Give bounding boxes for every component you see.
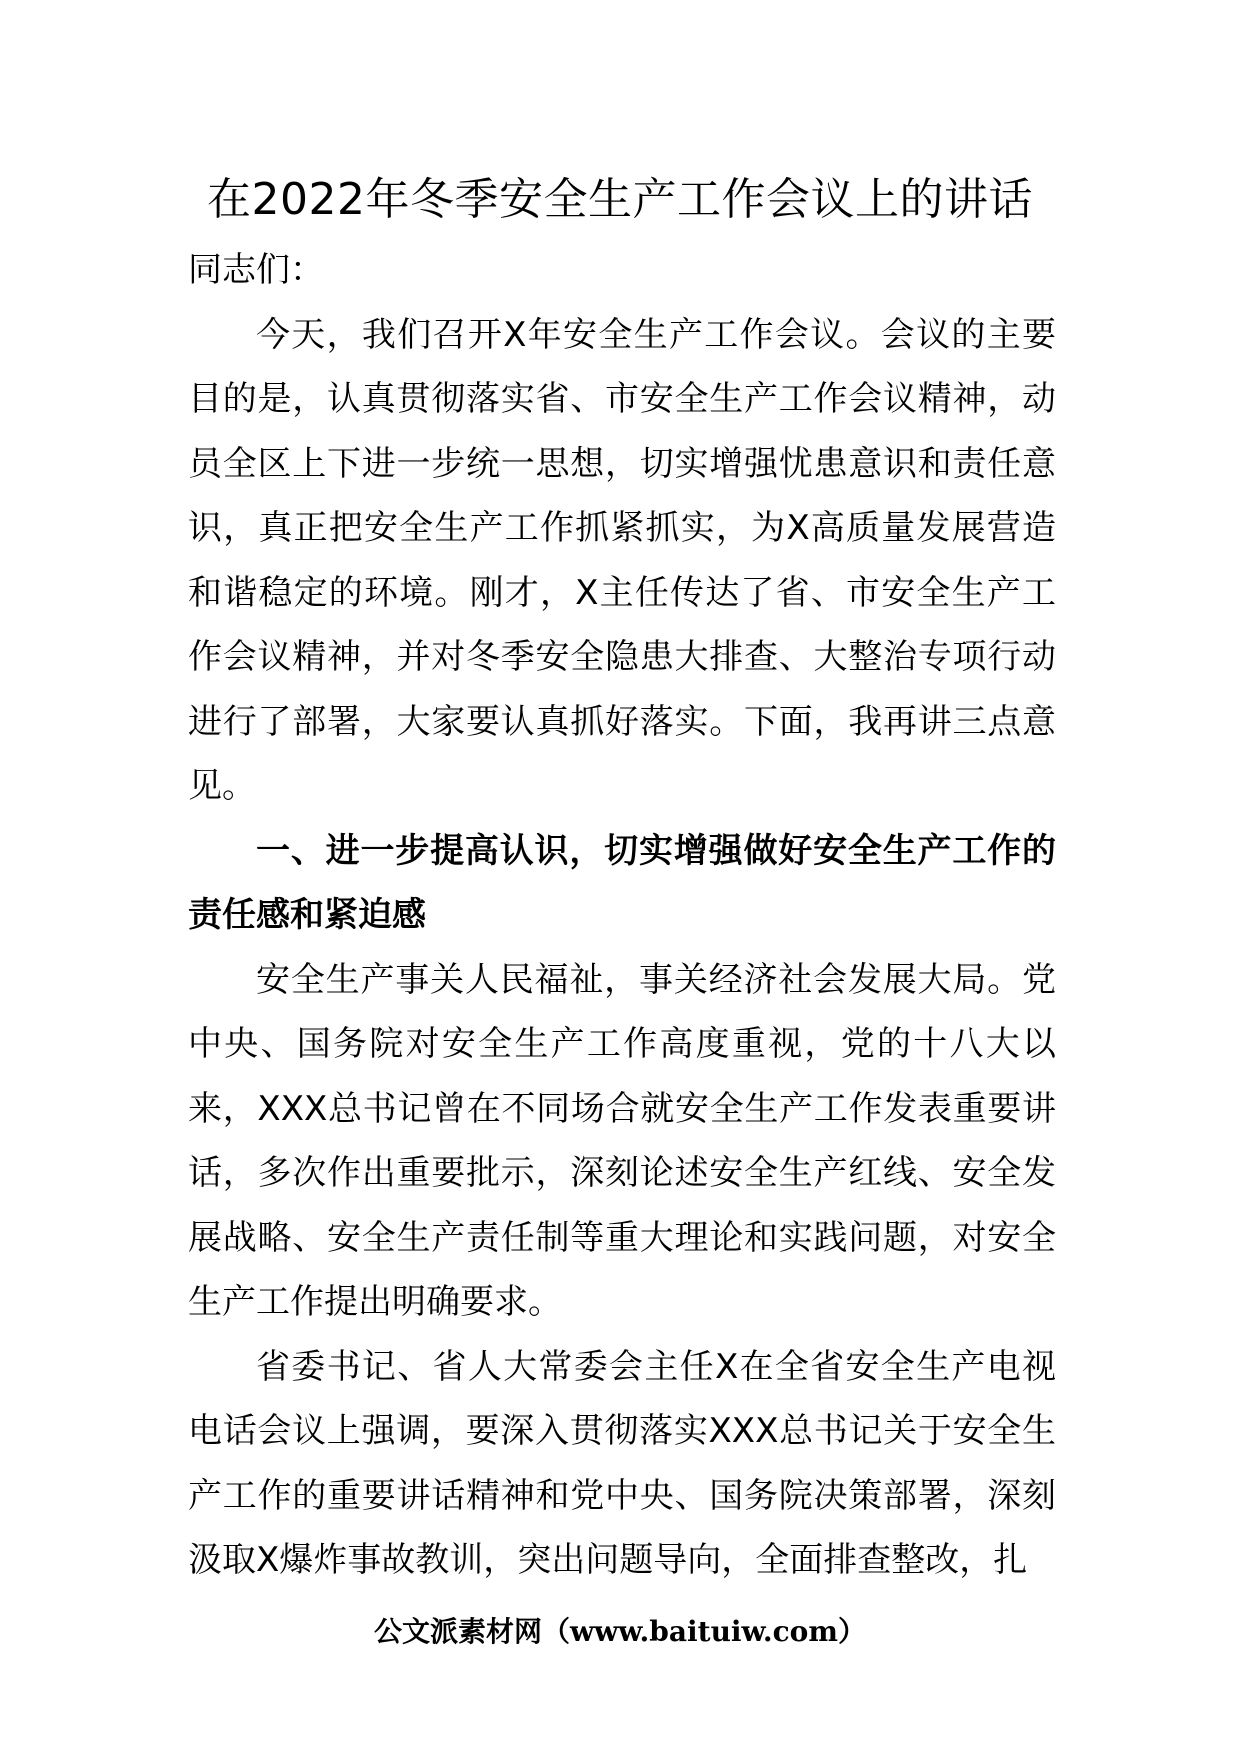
paragraph-provincial-secretary: 省委书记、省人大常委会主任X在全省安全生产电视电话会议上强调，要深入贯彻落实XXX总书记关于安全生产工作的重要讲话精神和党中央、国务院决策部署，深刻汲取X爆炸事故教训，突出问题导向，全面排查整改，扎 xyxy=(188,1346,1056,1580)
document-body xyxy=(188,238,1056,1593)
paragraph-safety-importance: 安全生产事关人民福祉，事关经济社会发展大局。党中央、国务院对安全生产工作高度重视，党的十八大以来，XXX总书记曾在不同场合就安全生产工作发表重要讲话，多次作出重要批示，深刻论述安全生产红线、安全发展战略、安全生产责任制等重大理论和实践问题，对安全生产工作提出明确要求。 xyxy=(188,959,1056,1322)
paragraph-intro: 今天，我们召开X年安全生产工作会议。会议的主要目的是，认真贯彻落实省、市安全生产工作会议精神，动员全区上下进一步统一思想，切实增强忧患意识和责任意识，真正把安全生产工作抓紧抓实，为X高质量发展营造和谐稳定的环境。刚才，X主任传达了省、市安全生产工作会议精神，并对冬季安全隐患大排查、大整治专项行动进行了部署，大家要认真抓好落实。下面，我再讲三点意见。 xyxy=(188,314,1056,806)
footer-watermark: 公文派素材网（www.baituiw.com） xyxy=(374,1615,866,1648)
section-heading-1: 一、进一步提高认识，切实增强做好安全生产工作的责任感和紧迫感 xyxy=(188,830,1056,935)
salutation: 同志们： xyxy=(188,250,324,290)
document-title: 在2022年冬季安全生产工作会议上的讲话 xyxy=(207,174,1033,225)
